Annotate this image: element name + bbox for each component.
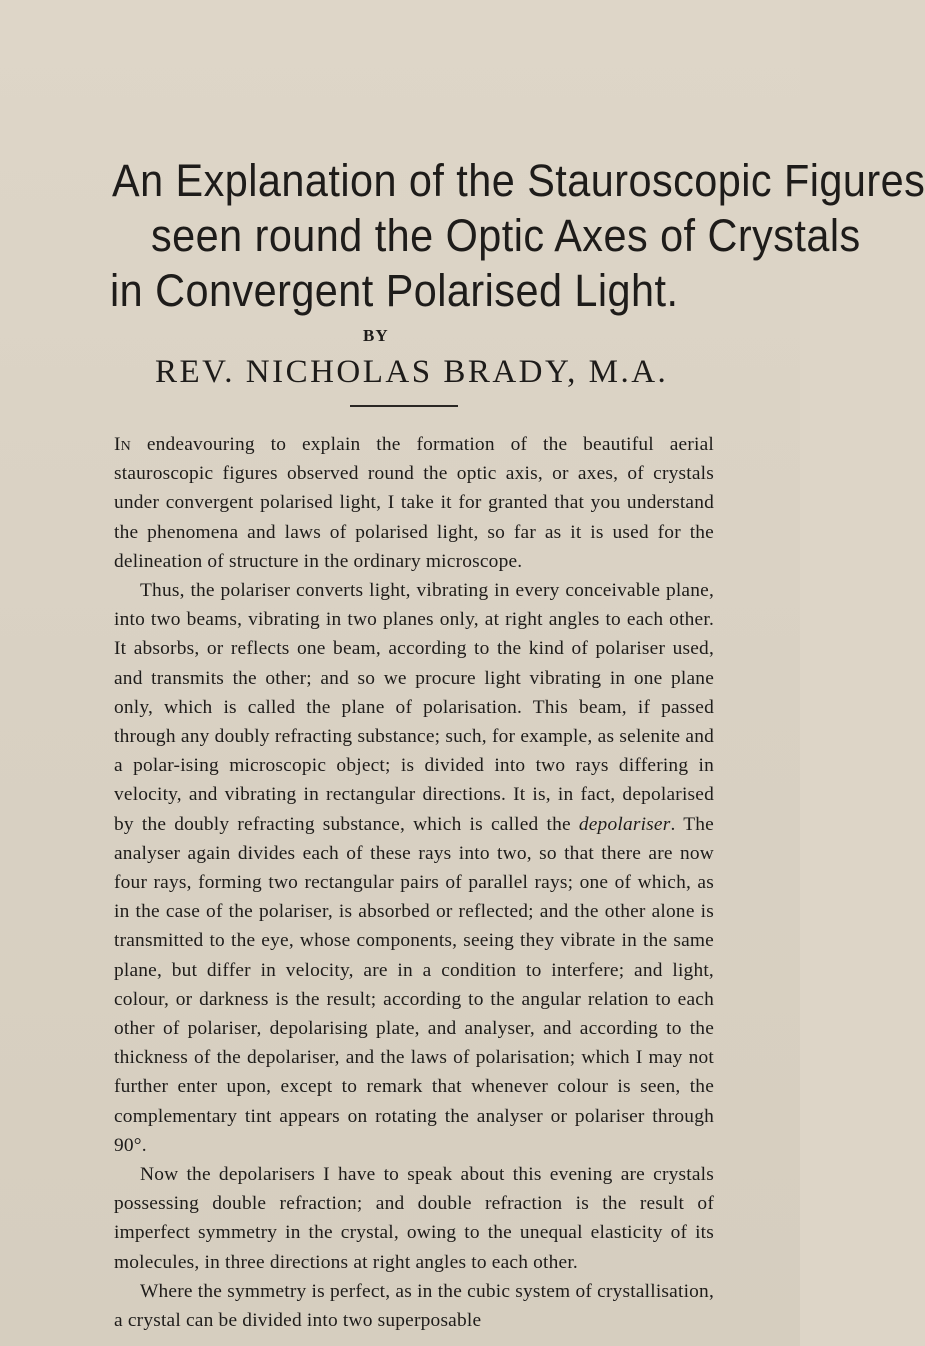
paragraph-2 xyxy=(114,576,714,1160)
article-body xyxy=(114,430,714,1335)
paragraph-2-emphasis: depolariser xyxy=(578,813,671,835)
paragraph-4: Where the symmetry is perfect, as in the cubic system of crystallisation, a crystal can be divided into two superposable xyxy=(114,1280,714,1332)
title-line-3: in Convergent Polarised Light. xyxy=(110,265,679,316)
title-line-2: seen round the Optic Axes of Crystals xyxy=(151,210,861,261)
byline-by: BY xyxy=(363,326,389,345)
author-name: REV. NICHOLAS BRADY, M.A. xyxy=(155,354,669,390)
section-divider xyxy=(350,405,458,407)
paragraph-2-text-a: Thus, the polariser converts light, vibrating in every conceivable plane, into two beams, vibrating in two planes only, at right angles to each other. It absorbs, or reflects one beam, according to the kind of polariser used, and transmits the other; and so we procure light vibrating in one plane only, which is called the plane of polarisation. This beam, if passed through any doubly refracting substance; such, for example, as selenite and a polar-ising microscopic object; is divided into two rays differing in velocity, and vibrating in rectangular directions. It is, in fact, depolarised by the doubly refracting substance, which is called the xyxy=(114,580,714,835)
paragraph-1-lead: In xyxy=(114,434,131,455)
title-line-1: An Explanation of the Stauroscopic Figures xyxy=(112,155,925,206)
paragraph-3: Now the depolarisers I have to speak about this evening are crystals possessing double refraction; and double refraction is the result of imperfect symmetry in the crystal, owing to the unequal elasticity of its molecules, in three directions at right angles to each other. xyxy=(114,1164,714,1273)
paragraph-1-text: endeavouring to explain the formation of the beautiful aerial stauroscopic figures observed round the optic axis, or axes, of crystals under convergent polarised light, I take it for granted that you understand the phenomena and laws of polarised light, so far as it is used for the delineation of structure in the ordinary microscope. xyxy=(114,434,714,572)
paragraph-2-text-b: . The analyser again divides each of these rays into two, so that there are now four rays, forming two rectangular pairs of parallel rays; one of which, as in the case of the polariser, is absorbed or reflected; and the other alone is transmitted to the eye, whose components, seeing they vibrate in the same plane, but differ in velocity, are in a condition to interfere; and light, colour, or darkness is the result; according to the angular relation to each other of polariser, depolarising plate, and analyser, and according to the thickness of the depolariser, and the laws of polarisation; which I may not further enter upon, except to remark that whenever colour is seen, the complementary tint appears on rotating the analyser or polariser through 90°. xyxy=(114,813,714,1156)
paragraph-1 xyxy=(114,430,714,576)
